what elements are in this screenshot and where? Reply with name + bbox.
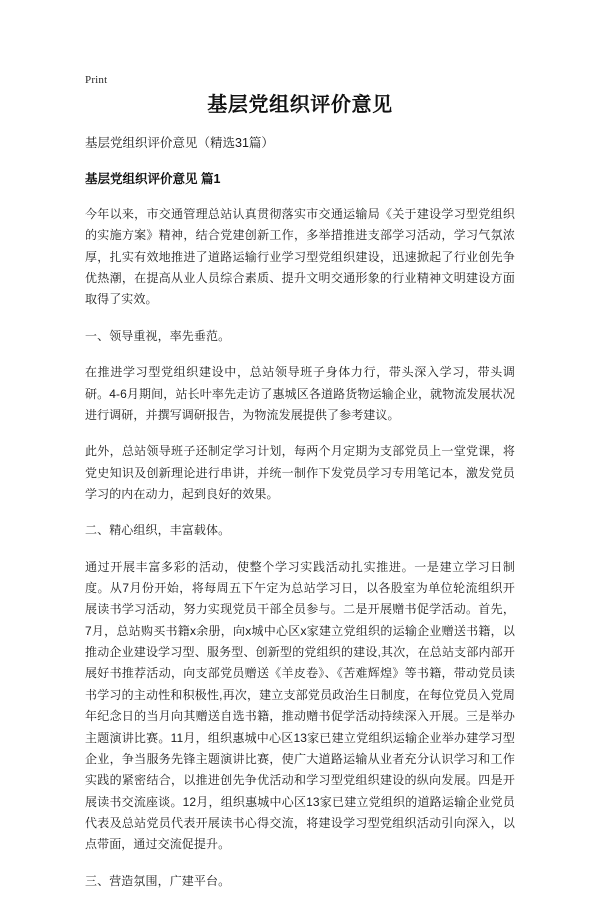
print-link[interactable]: Print: [85, 74, 108, 86]
print-bar: [85, 70, 107, 88]
article-heading: 基层党组织评价意见 篇1: [85, 172, 221, 186]
section-label-1: 一、领导重视，率先垂范。: [85, 328, 231, 343]
document-subtitle: 基层党组织评价意见（精选31篇）: [85, 136, 274, 150]
paragraph-section-1-body-1: 在推进学习型党组织建设中，总站领导班子身体力行，带头深入学习，带头调研。4-6月期间，站长叶率先走访了惠城区各道路货物运输企业，就物流发展状况进行调研，并撰写调研报告，为物流发展提供了参考建议。: [85, 365, 515, 422]
section-label-3: 三、营造氛围，广建平台。: [85, 873, 231, 888]
page-title: 基层党组织评价意见: [207, 94, 393, 116]
section-label-2: 二、精心组织，丰富载体。: [85, 523, 231, 538]
paragraph-intro: 今年以来，市交通管理总站认真贯彻落实市交通运输局《关于建设学习型党组织的实施方案》精神，结合党建创新工作，多举措推进支部学习活动，学习气氛浓厚，扎实有效地推进了道路运输行业学习型党组织建设，迅速掀起了行业创先争优热潮，在提高从业人员综合素质、提升文明交通形象的行业精神文明建设方面取得了实效。: [85, 207, 515, 307]
paragraph-section-2-body-1: 通过开展丰富多彩的活动，使整个学习实践活动扎实推进。一是建立学习日制度。从7月份开始，将每周五下午定为总站学习日，以各股室为单位轮流组织开展读书学习活动，努力实现党员干部全员参与。二是开展赠书促学活动。首先，7月，总站购买书籍x余册，向x城中心区x家建立党组织的运输企业赠送书籍，以推动企业建设学习型、服务型、创新型的党组织的建设,其次，在总站支部内部开展好书推荐活动，向支部党员赠送《羊皮卷》、《苦难辉煌》等书籍，带动党员读书学习的主动性和积极性,再次，建立支部党员政治生日制度，在每位党员入党周年纪念日的当月向其赠送自选书籍，推动赠书促学活动持续深入开展。三是举办主题演讲比赛。11月，组织惠城中心区13家已建立党组织运输企业举办建学习型企业，争当服务先锋主题演讲比赛，使广大道路运输从业者充分认识学习和工作实践的紧密结合，以推进创先争优活动和学习型党组织建设的纵向发展。四是开展读书交流座谈。12月，组织惠城中心区13家已建立党组织的道路运输企业党员代表及总站党员代表开展读书心得交流，将建设学习型党组织活动引向深入，以点带面，通过交流促提升。: [85, 559, 515, 852]
paragraph-section-1-body-2: 此外，总站领导班子还制定学习计划，每两个月定期为支部党员上一堂党课，将党史知识及创新理论进行串讲，并统一制作下发党员学习专用笔记本，激发党员学习的内在动力，起到良好的效果。: [85, 444, 515, 501]
document-content: [85, 92, 515, 907]
